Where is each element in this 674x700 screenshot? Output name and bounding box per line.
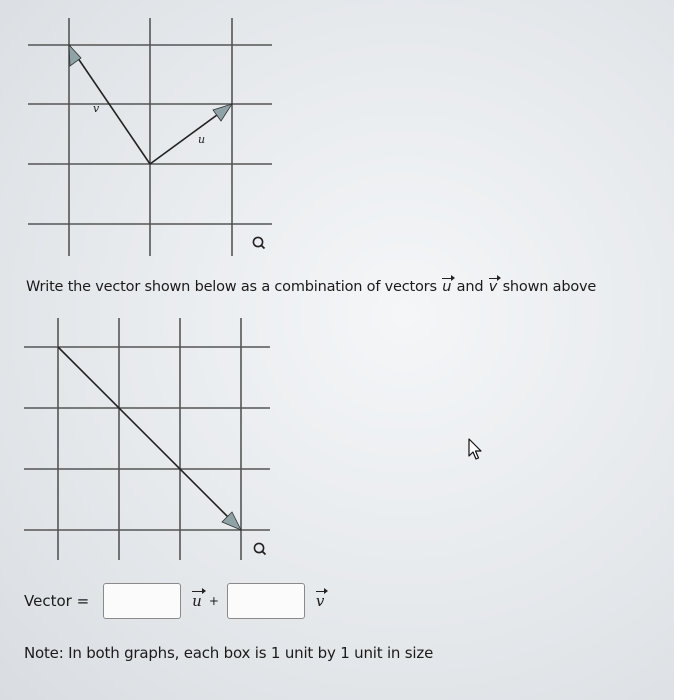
magnify-icon[interactable] <box>253 237 264 248</box>
answer-row <box>24 582 325 620</box>
magnify-icon[interactable] <box>254 543 265 554</box>
prompt-text-after: shown above <box>502 279 597 295</box>
grid-unit-note: Note: In both graphs, each box is 1 unit by 1 unit in size <box>24 644 434 662</box>
graph1-grid <box>28 18 272 256</box>
vector-label: Vector = <box>24 592 90 610</box>
target-vector <box>58 347 241 530</box>
u-vector-symbol: u <box>442 279 452 295</box>
prompt-text-and: and <box>456 279 484 295</box>
plus-sign: + <box>208 594 219 608</box>
cursor-arrow-icon <box>468 438 484 462</box>
u-coefficient-input[interactable] <box>103 583 181 619</box>
prompt-text-before: Write the vector shown below as a combination of vectors <box>26 279 437 295</box>
vector-v-label: v <box>93 102 100 115</box>
question-prompt <box>26 279 596 295</box>
vector-u-label: u <box>198 133 206 146</box>
v-coefficient-input[interactable] <box>227 583 305 619</box>
u-vector-symbol: u <box>192 592 202 610</box>
v-vector-symbol: v <box>488 279 498 295</box>
target-vector-graph <box>0 300 300 570</box>
vector-u <box>150 104 232 164</box>
v-vector-symbol: v <box>315 592 325 610</box>
vectors-uv-graph <box>0 0 300 270</box>
